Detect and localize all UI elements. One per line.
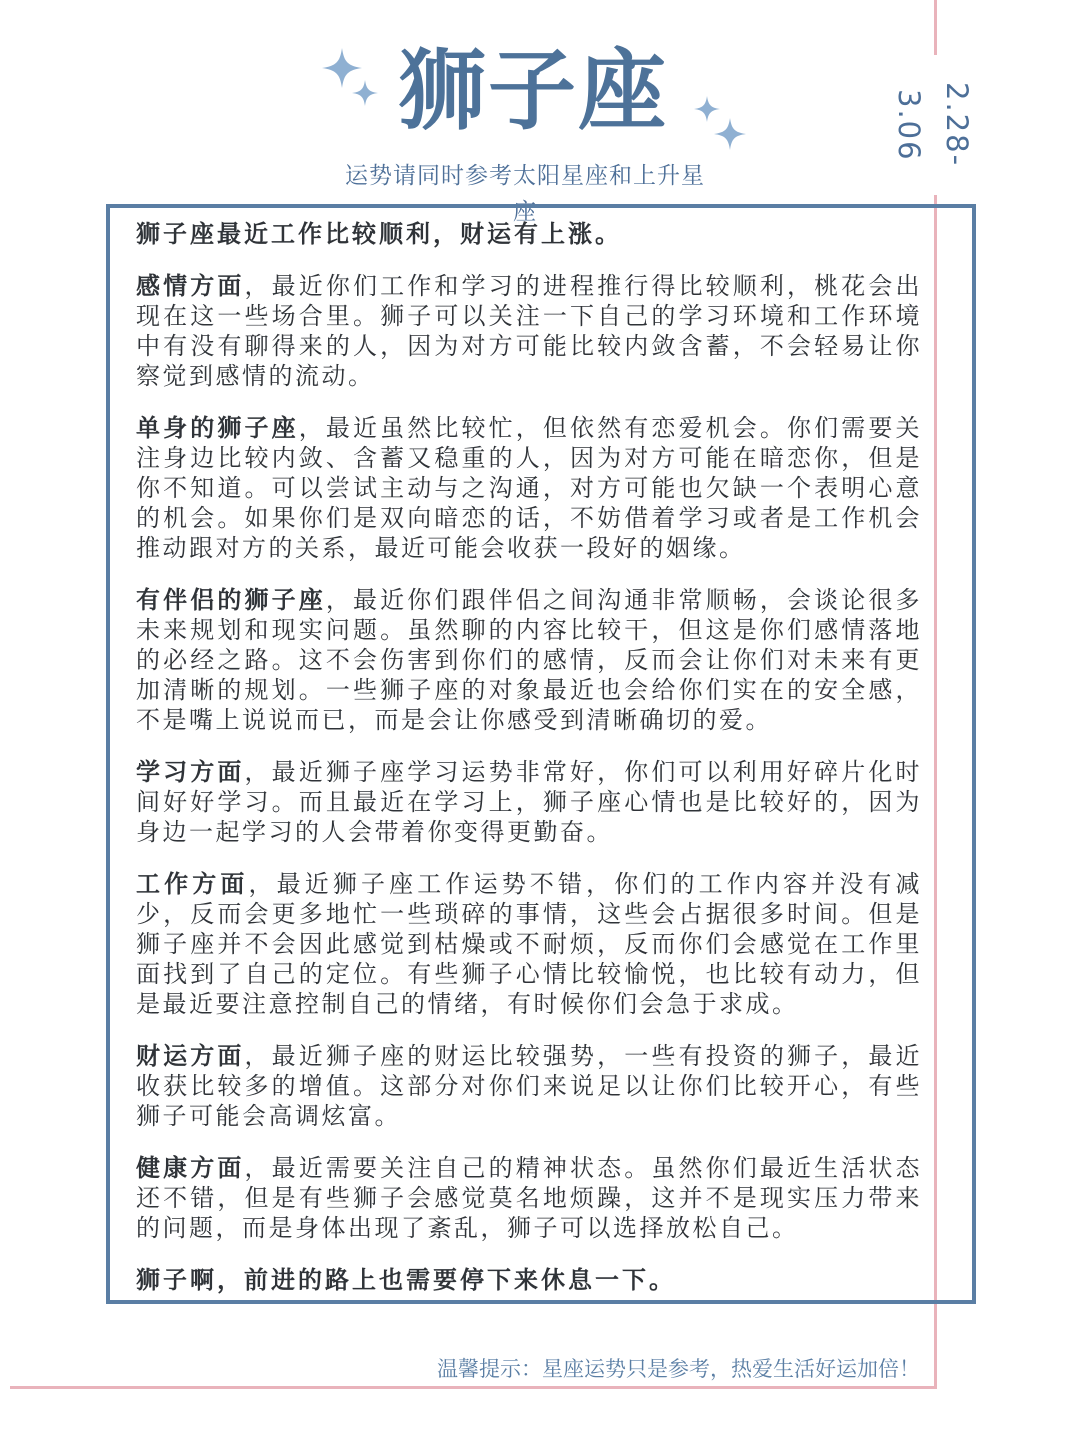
section-lead: 学习方面	[136, 758, 245, 786]
section-lead: 工作方面	[136, 870, 249, 898]
section-single	[136, 413, 922, 563]
date-range: 2.28-3.06	[933, 55, 981, 195]
section-lead: 有伴侣的狮子座	[136, 586, 326, 614]
page-title: 狮子座	[398, 39, 669, 142]
section-text: ，最近虽然比较忙，但依然有恋爱机会。你们需要关注身边比较内敛、含蓄又稳重的人，因为对方可能在暗恋你，但是你不知道。可以尝试主动与之沟通，对方可能也欠缺一个表明心意的机会。如果你们是双向暗恋的话，不妨借着学习或者是工作机会推动跟对方的关系，最近可能会收获一段好的姻缘。	[136, 414, 922, 562]
section-work	[136, 869, 922, 1019]
section-lead: 健康方面	[136, 1154, 245, 1182]
section-lead: 财运方面	[136, 1042, 245, 1070]
section-text: ，最近你们工作和学习的进程推行得比较顺利，桃花会出现在这一些场合里。狮子可以关注一下自己的学习环境和工作环境中有没有聊得来的人，因为对方可能比较内敛含蓄，不会轻易让你察觉到感情的流动。	[136, 272, 922, 390]
section-love	[136, 271, 922, 391]
closing-line: 狮子啊，前进的路上也需要停下来休息一下。	[136, 1266, 676, 1294]
section-study	[136, 757, 922, 847]
horoscope-content	[136, 219, 922, 1317]
page-subtitle: 运势请同时参考太阳星座和上升星座	[345, 163, 705, 225]
section-text: ，最近狮子座学习运势非常好，你们可以利用好碎片化时间好好学习。而且最近在学习上，狮子座心情也是比较好的，因为身边一起学习的人会带着你变得更勤奋。	[136, 758, 922, 846]
section-text: ，最近需要关注自己的精神状态。虽然你们最近生活状态还不错，但是有些狮子会感觉莫名地烦躁，这并不是现实压力带来的问题，而是身体出现了紊乱，狮子可以选择放松自己。	[136, 1154, 922, 1242]
section-partner	[136, 585, 922, 735]
section-health	[136, 1153, 922, 1243]
section-text: ，最近狮子座的财运比较强势，一些有投资的狮子，最近收获比较多的增值。这部分对你们来说足以让你们比较开心，有些狮子可能会高调炫富。	[136, 1042, 922, 1130]
section-text: ，最近狮子座工作运势不错，你们的工作内容并没有减少，反而会更多地忙一些琐碎的事情，这些会占据很多时间。但是狮子座并不会因此感觉到枯燥或不耐烦，反而你们会感觉在工作里面找到了自己的定位。有些狮子心情比较愉悦，也比较有动力，但是最近要注意控制自己的情绪，有时候你们会急于求成。	[136, 870, 923, 1018]
footer-tip: 温馨提示：星座运势只是参考，热爱生活好运加倍！	[437, 1357, 920, 1381]
sparkle-icon	[352, 80, 378, 106]
section-text: ，最近你们跟伴侣之间沟通非常顺畅，会谈论很多未来规划和现实问题。虽然聊的内容比较干，但这是你们感情落地的必经之路。这不会伤害到你们的感情，反而会让你们对未来有更加清晰的规划。一些狮子座的对象最近也会给你们实在的安全感，不是嘴上说说而已，而是会让你感受到清晰确切的爱。	[136, 586, 922, 734]
sparkle-icon	[714, 118, 746, 150]
section-lead: 单身的狮子座	[136, 414, 299, 442]
intro-line: 狮子座最近工作比较顺利，财运有上涨。	[136, 220, 622, 248]
section-lead: 感情方面	[136, 272, 245, 300]
section-wealth	[136, 1041, 922, 1131]
